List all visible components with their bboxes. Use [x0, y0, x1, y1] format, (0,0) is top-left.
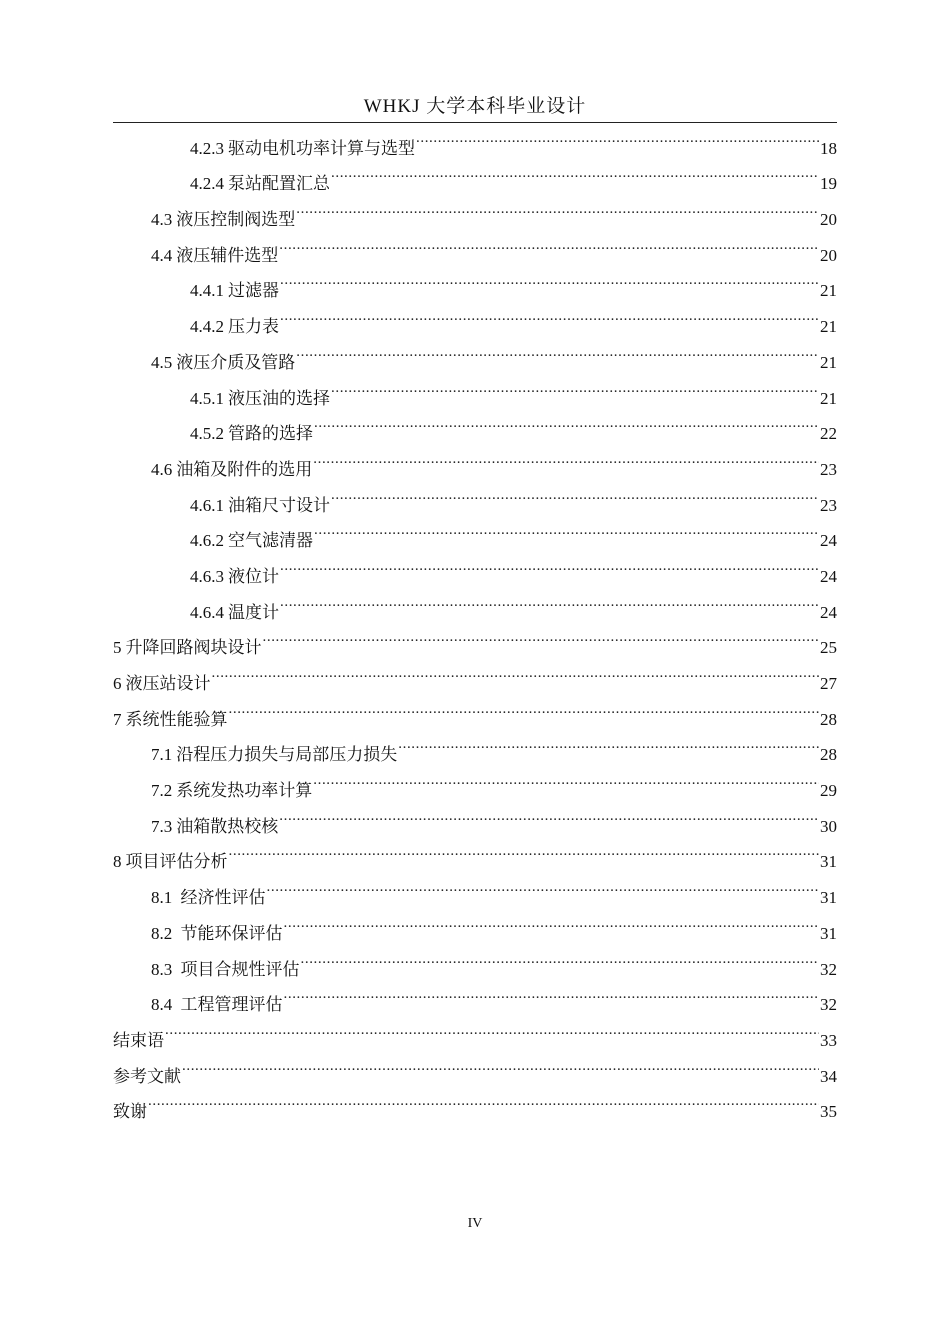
toc-entry-title	[113, 702, 228, 738]
toc-entry-text: 驱动电机功率计算与选型	[228, 138, 415, 158]
toc-entry[interactable]	[113, 1010, 837, 1050]
toc-entry-text: 液压控制阀选型	[176, 210, 296, 230]
toc-entry-text: 泵站配置汇总	[228, 174, 330, 194]
toc-leader-dots	[331, 368, 819, 404]
toc-entry-page: 30	[820, 816, 837, 836]
toc-entry-text: 过滤器	[228, 281, 279, 301]
toc-entry-number: 4.6.1	[190, 495, 224, 515]
toc-entry-text: 油箱及附件的选用	[176, 459, 313, 479]
toc-entry-title	[113, 844, 228, 880]
toc-leader-dots	[280, 261, 819, 297]
toc-entry[interactable]	[113, 118, 837, 158]
toc-leader-dots	[280, 582, 819, 618]
toc-entry-text: 沿程压力损失与局部压力损失	[176, 745, 398, 765]
toc-entry-text: 油箱尺寸设计	[228, 495, 330, 515]
toc-entry-title	[151, 238, 278, 274]
toc-entry-title	[151, 345, 295, 381]
toc-leader-dots	[314, 404, 819, 440]
toc-entry-number: 4.6.3	[190, 566, 224, 586]
toc-entry-text: 项目合规性评估	[180, 959, 300, 979]
toc-entry-title	[151, 916, 283, 952]
toc-entry-text: 结束语	[113, 1030, 164, 1050]
toc-entry-number: 4.5.2	[190, 424, 224, 444]
toc-entry-text: 系统性能验算	[125, 709, 228, 729]
toc-entry-page: 21	[820, 388, 837, 408]
toc-entry-page: 31	[820, 923, 837, 943]
toc-entry-number: 4.3	[151, 210, 173, 230]
toc-entry-page: 20	[820, 245, 837, 265]
toc-entry-text: 空气滤清器	[228, 531, 313, 551]
toc-entry-text: 温度计	[228, 602, 279, 622]
toc-leader-dots	[398, 725, 819, 761]
toc-entry-page: 21	[820, 317, 837, 337]
toc-entry-number: 8.1	[151, 888, 177, 908]
header-title: WHKJ 大学本科毕业设计	[363, 96, 587, 117]
toc-entry-number: 6	[113, 674, 122, 693]
toc-entry-text: 项目评估分析	[125, 852, 228, 872]
toc-entry-title	[151, 452, 312, 488]
toc-entry-title	[151, 952, 300, 988]
toc-entry[interactable]	[113, 1082, 837, 1122]
toc-entry-number: 4.6.4	[190, 602, 224, 622]
toc-entry-page: 32	[820, 959, 837, 979]
toc-entry-number: 4.6.2	[190, 531, 224, 551]
toc-entry-number: 4.5	[151, 352, 173, 372]
toc-leader-dots	[301, 939, 820, 975]
toc-entry-text: 经济性评估	[180, 888, 266, 908]
toc-entry-number: 7.2	[151, 781, 173, 801]
toc-entry[interactable]	[113, 689, 837, 729]
toc-entry-number: 7.3	[151, 816, 173, 836]
toc-entry-number: 7.1	[151, 745, 173, 765]
toc-leader-dots	[182, 1046, 819, 1082]
toc-entry-text: 压力表	[228, 317, 279, 337]
toc-entry-page: 27	[820, 674, 837, 693]
toc-leader-dots	[279, 796, 819, 832]
toc-leader-dots	[148, 1082, 819, 1118]
toc-entry-text: 工程管理评估	[180, 995, 283, 1015]
toc-entry-page: 22	[820, 424, 837, 444]
toc-entry-number: 4.6	[151, 459, 173, 479]
toc-leader-dots	[280, 546, 819, 582]
toc-leader-dots	[331, 475, 819, 511]
toc-entry-page: 21	[820, 281, 837, 301]
toc-leader-dots	[229, 832, 820, 868]
toc-entry-page: 21	[820, 352, 837, 372]
toc-entry-number: 8.3	[151, 959, 177, 979]
toc-entry-text: 节能环保评估	[180, 923, 283, 943]
toc-leader-dots	[296, 189, 819, 225]
toc-entry-page: 28	[820, 745, 837, 765]
toc-entry-page: 32	[820, 995, 837, 1015]
toc-entry-number: 4.2.3	[190, 138, 224, 158]
toc-leader-dots	[416, 118, 819, 154]
toc-entry-text: 系统发热功率计算	[176, 781, 313, 801]
toc-entry-number: 4.2.4	[190, 174, 224, 194]
toc-entry-page: 20	[820, 210, 837, 230]
toc-entry-title	[190, 416, 313, 452]
toc-leader-dots	[279, 225, 819, 261]
toc-entry-page: 35	[820, 1102, 837, 1122]
toc-entry-title	[190, 488, 330, 524]
toc-leader-dots	[165, 1010, 819, 1046]
toc-entry-number: 4.4.1	[190, 281, 224, 301]
toc-entry-page: 24	[820, 602, 837, 622]
toc-entry-number: 4.5.1	[190, 388, 224, 408]
toc-entry-title	[113, 1094, 147, 1130]
toc-entry-page: 24	[820, 531, 837, 551]
page-number: IV	[467, 1216, 483, 1231]
toc-entry-text: 致谢	[113, 1102, 147, 1122]
toc-leader-dots	[263, 618, 820, 654]
toc-entry-number: 8.2	[151, 923, 177, 943]
toc-entry-page: 28	[820, 709, 837, 729]
toc-entry-title	[190, 559, 279, 595]
toc-entry-text: 油箱散热校核	[176, 816, 279, 836]
toc-entry-text: 液位计	[228, 566, 279, 586]
toc-entry-number: 7	[113, 709, 122, 729]
toc-leader-dots	[284, 975, 820, 1011]
toc-entry-number: 5	[113, 638, 122, 658]
toc-entry-page: 34	[820, 1066, 837, 1086]
toc-entry-number: 4.4	[151, 245, 173, 265]
toc-entry-page: 29	[820, 781, 837, 801]
toc-entry-page: 24	[820, 566, 837, 586]
toc-leader-dots	[314, 511, 819, 547]
toc-entry-text: 液压介质及管路	[176, 352, 296, 372]
toc-entry-page: 18	[820, 138, 837, 158]
toc-entry-page: 25	[820, 638, 837, 658]
toc-leader-dots	[313, 760, 819, 796]
toc-leader-dots	[280, 296, 819, 332]
toc-entry-page: 31	[820, 852, 837, 872]
toc-entry[interactable]	[113, 1046, 837, 1086]
toc-leader-dots	[284, 903, 820, 939]
toc-entry-title	[151, 202, 295, 238]
toc-entry[interactable]	[113, 653, 837, 693]
toc-entry-text: 液压站设计	[125, 674, 211, 693]
toc-entry-page: 31	[820, 888, 837, 908]
toc-entry-title	[190, 381, 330, 417]
toc-entry-page: 23	[820, 495, 837, 515]
toc-leader-dots	[296, 332, 819, 368]
toc-entry-title	[113, 1023, 164, 1059]
toc-entry-title	[113, 666, 211, 702]
toc-entry-number: 8.4	[151, 995, 177, 1015]
toc-leader-dots	[313, 439, 819, 475]
toc-entry-title	[190, 309, 279, 345]
toc-entry-title	[190, 273, 279, 309]
toc-entry-title	[151, 880, 266, 916]
toc-entry-number: 8	[113, 852, 122, 872]
toc-entry-text: 液压油的选择	[228, 388, 330, 408]
toc-entry-number: 4.4.2	[190, 317, 224, 337]
toc-entry-text: 管路的选择	[228, 424, 313, 444]
toc-leader-dots	[229, 689, 820, 725]
table-of-contents	[113, 118, 837, 1122]
toc-leader-dots	[212, 653, 820, 689]
toc-entry-text: 升降回路阀块设计	[125, 638, 262, 658]
toc-entry-page: 23	[820, 459, 837, 479]
toc-entry-text: 液压辅件选型	[176, 245, 279, 265]
toc-leader-dots	[267, 867, 820, 903]
toc-entry-text: 参考文献	[113, 1066, 181, 1086]
toc-entry-page: 19	[820, 174, 837, 194]
toc-entry-page: 33	[820, 1030, 837, 1050]
toc-leader-dots	[331, 154, 819, 190]
